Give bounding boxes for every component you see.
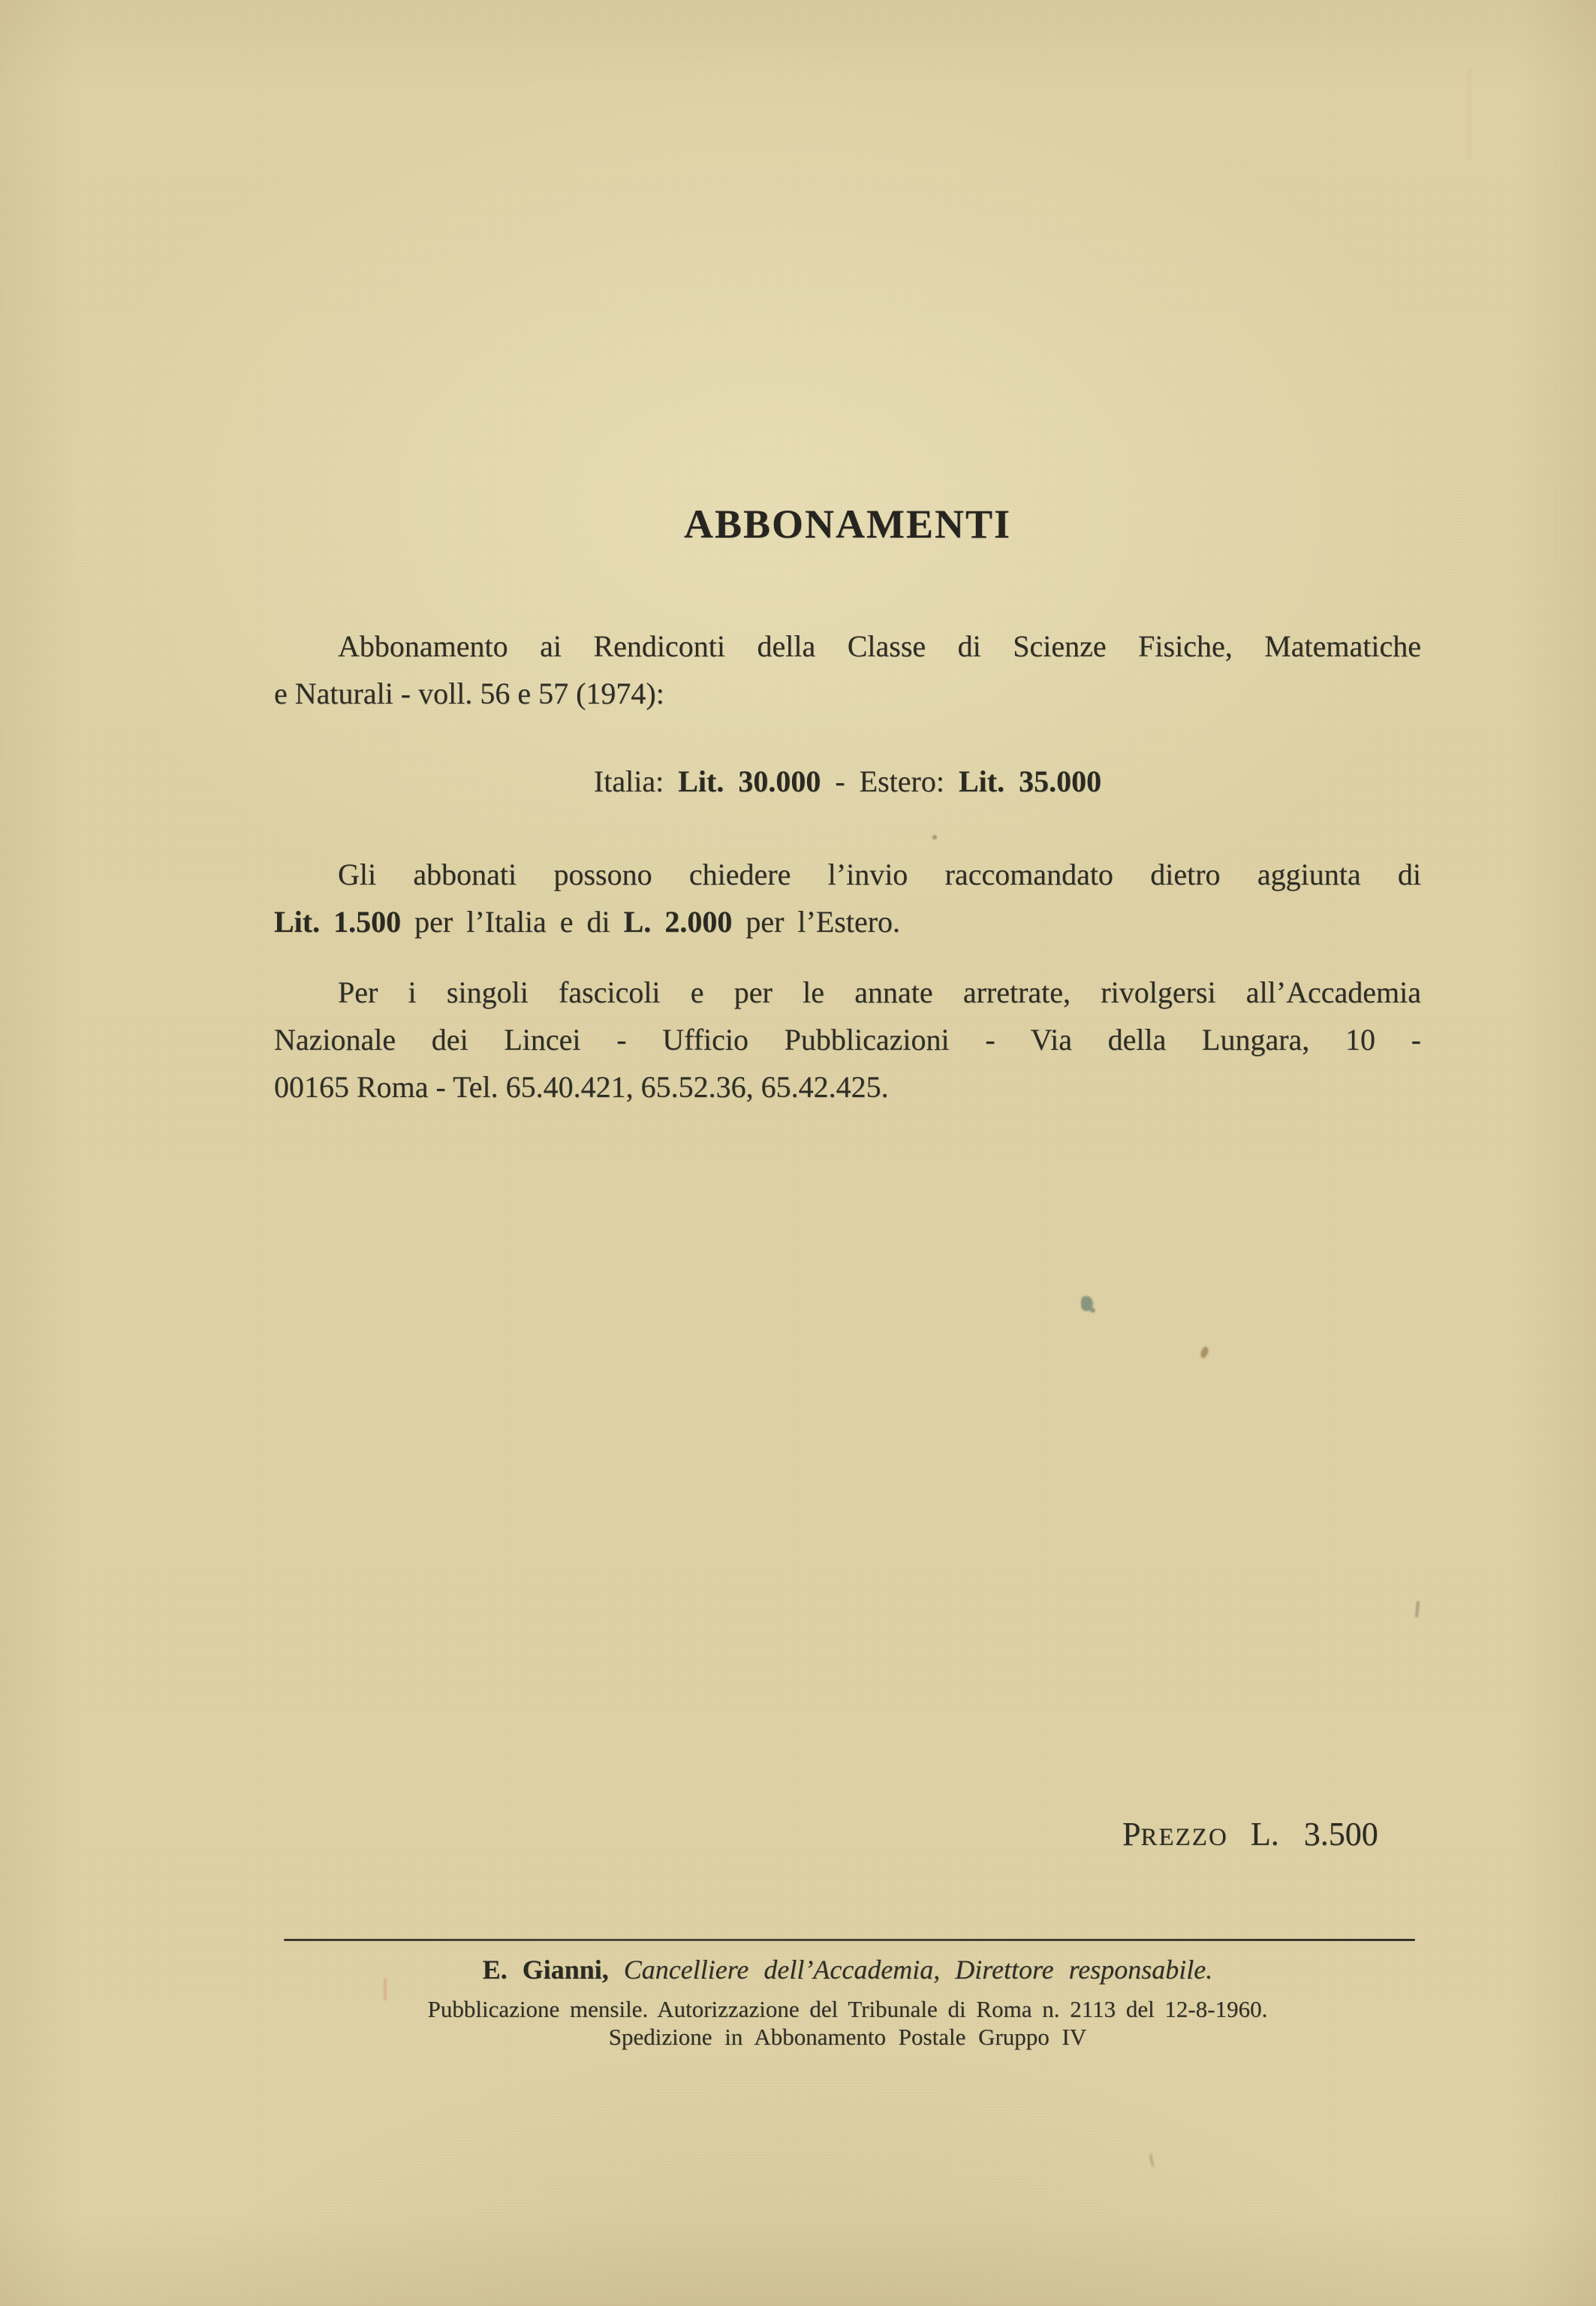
credits-name: E. Gianni, (482, 1955, 624, 1985)
pink-streak (384, 1978, 387, 2000)
paragraph-registered-mail (274, 851, 1421, 945)
surcharge-abroad-amount: L. 2.000 (623, 905, 733, 939)
surcharge-end-text: per l’Estero. (732, 905, 901, 939)
credits-shipping-line: Spedizione in Abbonamento Postale Gruppo IV (608, 2024, 1087, 2050)
prezzo-amount: L. 3.500 (1250, 1816, 1378, 1852)
price-italy-label: Italia: (593, 764, 679, 798)
price-abroad-amount: Lit. 35.000 (958, 764, 1102, 798)
surcharge-italy-amount: Lit. 1.500 (274, 905, 402, 939)
text-line: Per i singoli fascicoli e per le annate arretrate, rivolgersi all’Accademia (338, 975, 1421, 1009)
paper-mark (1415, 1601, 1420, 1617)
paragraph-subscription (274, 622, 1421, 717)
credits-director-line (274, 1953, 1421, 1986)
paper-mark (1149, 2154, 1155, 2167)
price-footer (1122, 1816, 1378, 1855)
paragraph-back-issues (274, 969, 1421, 1111)
page-title: ABBONAMENTI (683, 502, 1012, 547)
paper-stain (1200, 1346, 1210, 1359)
price-italy-amount: Lit. 30.000 (678, 764, 821, 798)
credits-role: Cancelliere dell’Accademia, Direttore responsabile. (623, 1955, 1213, 1985)
text-line: Abbonamento ai Rendiconti della Classe di Scienze Fisiche, Matematiche (338, 629, 1421, 663)
text-line: Nazionale dei Lincei - Ufficio Pubblicazioni - Via della Lungara, 10 - (274, 1023, 1421, 1057)
surcharge-middle-text: per l’Italia e di (401, 905, 624, 939)
text-line (274, 898, 1421, 945)
ink-speck (1090, 1308, 1095, 1313)
paper-stain (932, 835, 937, 840)
text-line: Gli abbonati possono chiedere l’invio raccomandato dietro aggiunta di (338, 858, 1421, 891)
prezzo-initial: P (1122, 1816, 1141, 1852)
pink-streak (1468, 69, 1471, 159)
price-line (274, 758, 1421, 805)
text-line: e Naturali - voll. 56 e 57 (1974): (274, 677, 664, 710)
price-abroad-label: - Estero: (821, 764, 959, 798)
prezzo-smallcaps: REZZO (1140, 1824, 1228, 1851)
text-line: 00165 Roma - Tel. 65.40.421, 65.52.36, 65.42.425. (274, 1070, 889, 1104)
separator-rule (284, 1939, 1415, 1941)
credits-authorization-line: Pubblicazione mensile. Autorizzazione del Tribunale di Roma n. 2113 del 12-8-1960. (427, 1996, 1268, 2022)
